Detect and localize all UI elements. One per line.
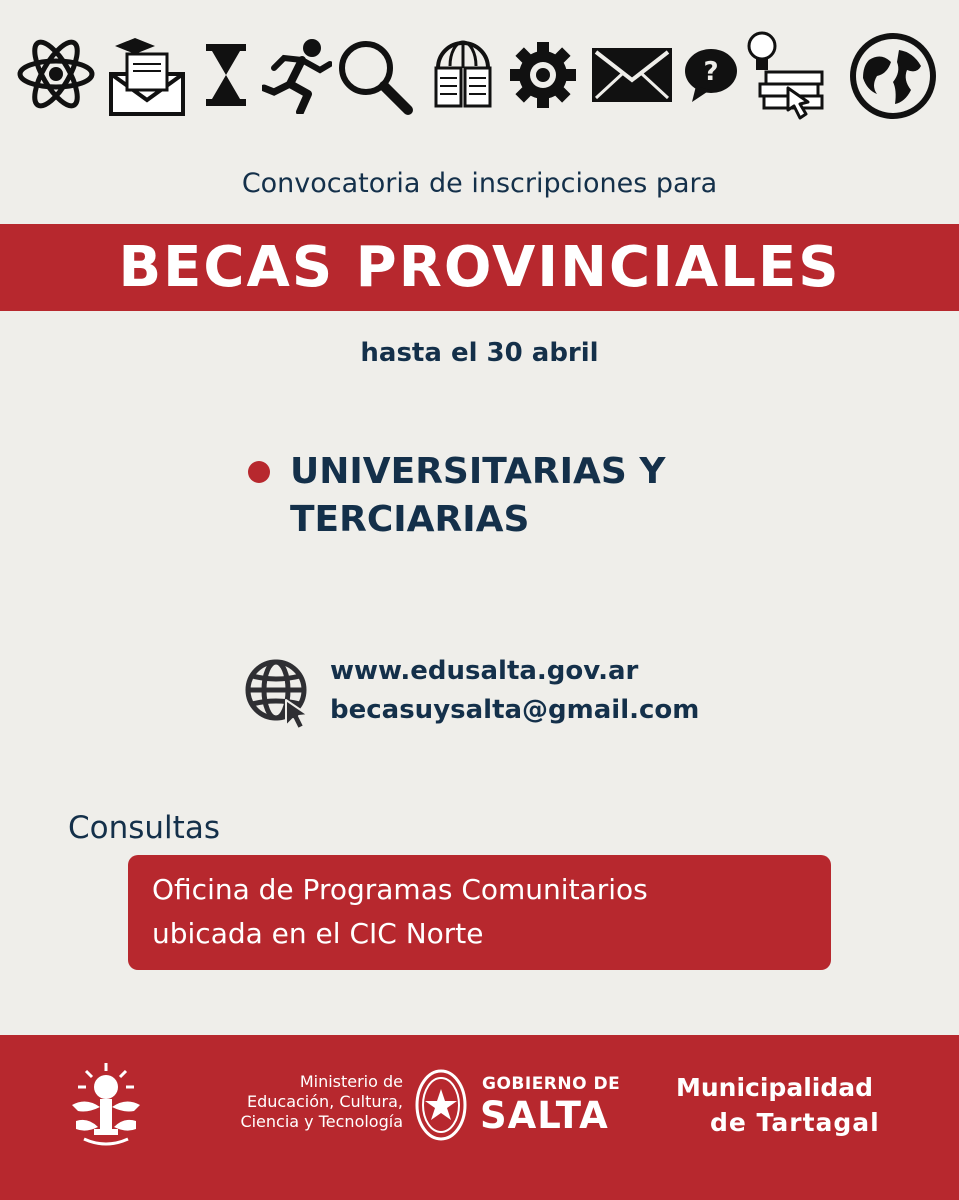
- svg-text:?: ?: [703, 57, 719, 87]
- ministry-name: [205, 1072, 403, 1132]
- tartagal-label: de Tartagal: [710, 1108, 880, 1137]
- globe-cursor-icon: [244, 658, 316, 734]
- consultas-heading: Consultas: [68, 810, 220, 846]
- running-person-icon: [262, 36, 332, 114]
- ministry-line-3: Ciencia y Tecnología: [240, 1112, 403, 1131]
- deadline-text: hasta el 30 abril: [360, 338, 599, 368]
- category-line-1: UNIVERSITARIAS Y: [290, 451, 666, 492]
- category-line-2: TERCIARIAS: [290, 499, 530, 540]
- page-title: BECAS PROVINCIALES: [118, 235, 841, 300]
- header-icons-row: [12, 28, 947, 124]
- ministry-line-2: Educación, Cultura,: [247, 1092, 403, 1111]
- salta-seal-icon: [414, 1067, 468, 1147]
- category-text: [290, 448, 850, 544]
- email-link[interactable]: becasuysalta@gmail.com: [330, 695, 700, 725]
- question-bubble-icon: [682, 46, 740, 104]
- gear-icon: [508, 40, 578, 110]
- book-globe-icon: [432, 38, 494, 110]
- title-band: [0, 224, 959, 311]
- magnifier-icon: [334, 36, 414, 116]
- university-crest-icon: [66, 1057, 146, 1157]
- salta-label: SALTA: [480, 1094, 609, 1137]
- intro-text: Convocatoria de inscripciones para: [241, 168, 718, 199]
- ministry-line-1: Ministerio de: [299, 1072, 403, 1091]
- bullet-dot: [248, 461, 270, 483]
- website-link[interactable]: www.edusalta.gov.ar: [330, 656, 639, 686]
- gobierno-label: GOBIERNO DE: [482, 1074, 621, 1094]
- office-line-1: Oficina de Programas Comunitarios: [152, 873, 648, 906]
- municipalidad-label: Municipalidad: [676, 1073, 873, 1102]
- office-info-box: [128, 855, 831, 970]
- atom-icon: [16, 34, 96, 114]
- graduation-envelope-icon: [107, 34, 187, 118]
- lightbulb-books-icon: [744, 28, 828, 124]
- envelope-icon: [590, 46, 674, 104]
- hourglass-icon: [204, 42, 248, 108]
- office-line-2: ubicada en el CIC Norte: [152, 917, 484, 950]
- world-globe-icon: [847, 30, 939, 122]
